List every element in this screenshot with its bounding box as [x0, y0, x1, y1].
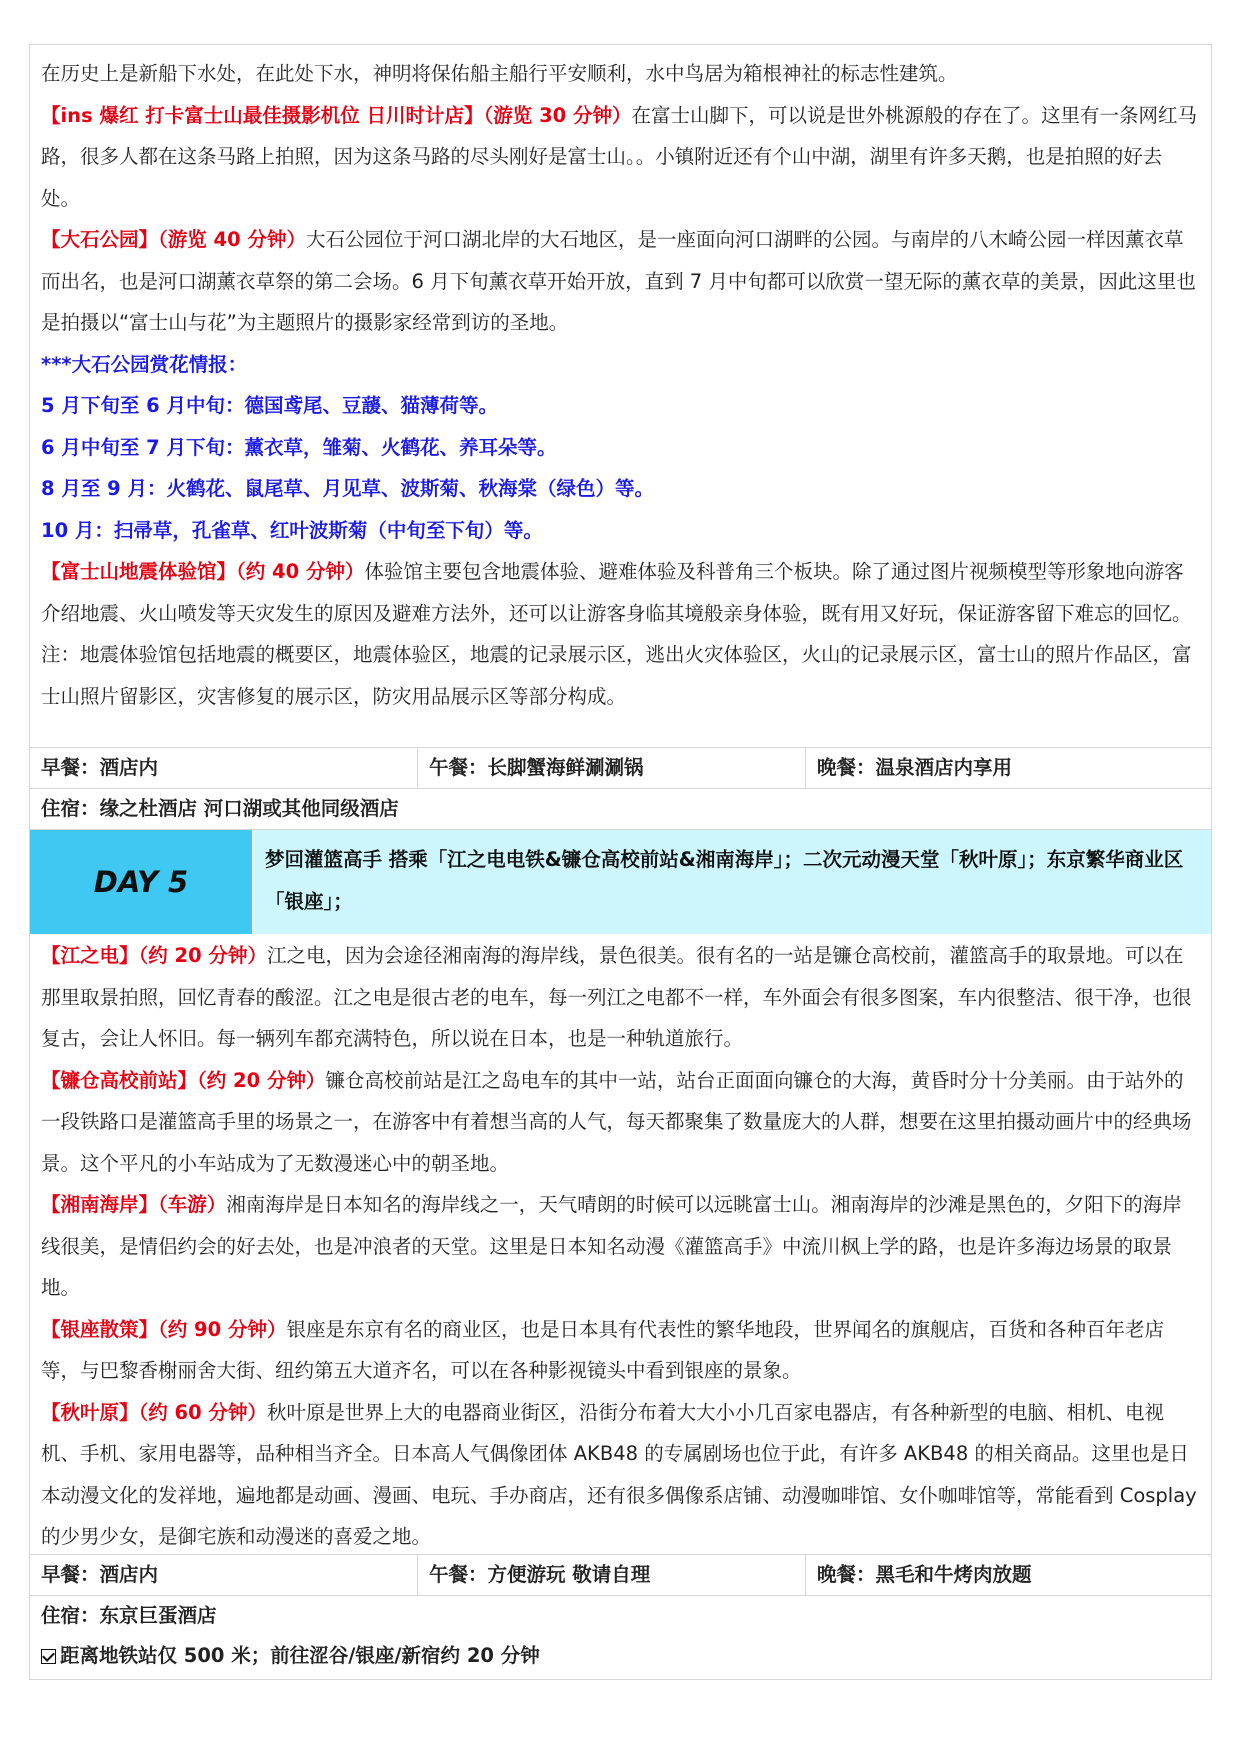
lodging-row: 住宿：东京巨蛋酒店 [30, 1595, 1211, 1636]
spot-ginza [41, 1309, 1200, 1392]
spot-text: 银座是东京有名的商业区，也是日本具有代表性的繁华地段，世界闻名的旗舰店，百货和各种百年老店等，与巴黎香榭丽舍大街、纽约第五大道齐名，可以在各种影视镜头中看到银座的景象。 [41, 1317, 1164, 1382]
spot-title: 【秋叶原】（约 60 分钟） [41, 1400, 267, 1424]
spot-text: 大石公园位于河口湖北岸的大石地区，是一座面向河口湖畔的公园。与南岸的八木崎公园一样因薰衣草而出名，也是河口湖薰衣草祭的第二会场。6 月下旬薰衣草开始开放，直到 7 月中旬都可以欣赏一望无际的薰衣草的美景，因此这里也是拍摄以“富士山与花”为主题照片的摄影家经常到访的圣地。 [41, 228, 1196, 334]
breakfast-cell: 早餐：酒店内 [30, 748, 418, 788]
spot-text: 体验馆主要包含地震体验、避难体验及科普角三个板块。除了通过图片视频模型等形象地向游客介绍地震、火山喷发等天灾发生的原因及避难方法外，还可以让游客身临其境般亲身体验，既有用又好玩，保证游客留下难忘的回忆。注：地震体验馆包括地震的概要区，地震体验区，地震的记录展示区，逃出火灾体验区，火山的记录展示区，富士山的照片作品区，富士山照片留影区，灾害修复的展示区，防灾用品展示区等部分构成。 [41, 560, 1192, 708]
meals-row [30, 747, 1211, 788]
spot-text: 江之电，因为会途径湘南海的海岸线，景色很美。很有名的一站是镰仓高校前，灌篮高手的取景地。可以在那里取景拍照，回忆青春的酸涩。江之电是很古老的电车，每一列江之电都不一样，车外面会有很多图案，车内很整洁、很干净，也很复古，会让人怀旧。每一辆列车都充满特色，所以说在日本，也是一种轨道旅行。 [41, 944, 1192, 1050]
breakfast-cell: 早餐：酒店内 [30, 1555, 418, 1595]
spot-text: 秋叶原是世界上大的电器商业街区，沿街分布着大大小小几百家电器店，有各种新型的电脑、相机、电视机、手机、家用电器等，品种相当齐全。日本高人气偶像团体 AKB48 的专属剧场也位于此，有许多 AKB48 的相关商品。这里也是日本动漫文化的发祥地，遍地都是动画、漫画、电玩、手办商店，还有很多偶像系店铺、动漫咖啡馆、女仆咖啡馆等，常能看到 Cosplay 的少男少女，是御宅族和动漫迷的喜爱之地。 [41, 1400, 1197, 1548]
spot-shonan-coast [41, 1184, 1200, 1309]
spot-title: 【大石公园】（游览 40 分钟） [41, 228, 306, 251]
spot-text: 在富士山脚下，可以说是世外桃源般的存在了。这里有一条网红马路，很多人都在这条马路上拍照，因为这条马路的尽头刚好是富士山。。小镇附近还有个山中湖，湖里有许多天鹅，也是拍照的好去处。 [41, 103, 1198, 210]
spot-title: 【江之电】（约 20 分钟） [41, 944, 267, 967]
lodging-row: 住宿：缘之杜酒店 河口湖或其他同级酒店 [30, 788, 1211, 829]
lunch-cell: 午餐：长脚蟹海鲜涮涮锅 [418, 748, 806, 788]
lunch-cell: 午餐：方便游玩 敬请自理 [418, 1555, 806, 1595]
flower-info-item: 10 月：扫帚草，孔雀草、红叶波斯菊（中旬至下旬）等。 [41, 518, 543, 542]
checkbox-icon [41, 1649, 56, 1664]
itinerary-page [29, 44, 1212, 1680]
spot-title: 【湘南海岸】（车游） [41, 1193, 227, 1216]
flower-info-item: 8 月至 9 月：火鹤花、鼠尾草、月见草、波斯菊、秋海棠（绿色）等。 [41, 477, 655, 500]
spot-akihabara [41, 1392, 1200, 1558]
flower-info-item: 5 月下旬至 6 月中旬：德国鸢尾、豆蘐、猫薄荷等。 [41, 394, 499, 417]
spot-text: 镰仓高校前站是江之岛电车的其中一站，站台正面面向镰仓的大海，黄昏时分十分美丽。由于站外的一段铁路口是灌篮高手里的场景之一，在游客中有着想当高的人气，每天都聚集了数量庞大的人群，想要在这里拍摄动画片中的经典场景。这个平凡的小车站成为了无数漫迷心中的朝圣地。 [41, 1068, 1192, 1175]
day-label-cell [30, 830, 253, 934]
spot-oishi-park [41, 219, 1200, 344]
spot-kamakura-station [41, 1060, 1200, 1185]
lodging-note-row [30, 1636, 1211, 1677]
dinner-cell: 晚餐：黑毛和牛烤肉放题 [817, 1563, 1032, 1586]
day-title: 梦回灌篮高手 搭乘「江之电电铁&镰仓高校前站&湘南海岸」；二次元动漫天堂「秋叶原」；东京繁华商业区「银座」； [253, 830, 1211, 934]
spot-earthquake-museum [41, 551, 1200, 717]
spot-title: 【银座散策】（约 90 分钟） [41, 1317, 287, 1341]
day5-header [30, 829, 1211, 934]
day-label: DAY 5 [93, 865, 189, 899]
flower-info-heading: ***大石公园赏花情报： [41, 352, 248, 376]
spot-title: 【ins 爆红 打卡富士山最佳摄影机位 日川时计店】（游览 30 分钟） [41, 103, 632, 127]
spot-title: 【镰仓高校前站】（约 20 分钟） [41, 1068, 326, 1092]
spot-title: 【富士山地震体验馆】（约 40 分钟） [41, 560, 365, 583]
flower-info-item: 6 月中旬至 7 月下旬：薰衣草，雏菊、火鹤花、养耳朵等。 [41, 435, 557, 459]
meals-row [30, 1554, 1211, 1595]
spot-hikawa-clock-shop [41, 95, 1200, 220]
day4-content [30, 53, 1211, 717]
day5-content [30, 935, 1211, 1558]
spot-text: 湘南海岸是日本知名的海岸线之一，天气晴朗的时候可以远眺富士山。湘南海岸的沙滩是黑色的，夕阳下的海岸线很美，是情侣约会的好去处，也是冲浪者的天堂。这里是日本知名动漫《灌篮高手》中流川枫上学的路，也是许多海边场景的取景地。 [41, 1193, 1182, 1299]
lodging-note: 距离地铁站仅 500 米；前往涩谷/银座/新宿约 20 分钟 [60, 1644, 540, 1667]
dinner-cell: 晚餐：温泉酒店内享用 [817, 756, 1013, 779]
spot-enoden [41, 935, 1200, 1060]
intro-paragraph: 在历史上是新船下水处，在此处下水，神明将保佑船主船行平安顺利，水中鸟居为箱根神社的标志性建筑。 [41, 62, 958, 85]
